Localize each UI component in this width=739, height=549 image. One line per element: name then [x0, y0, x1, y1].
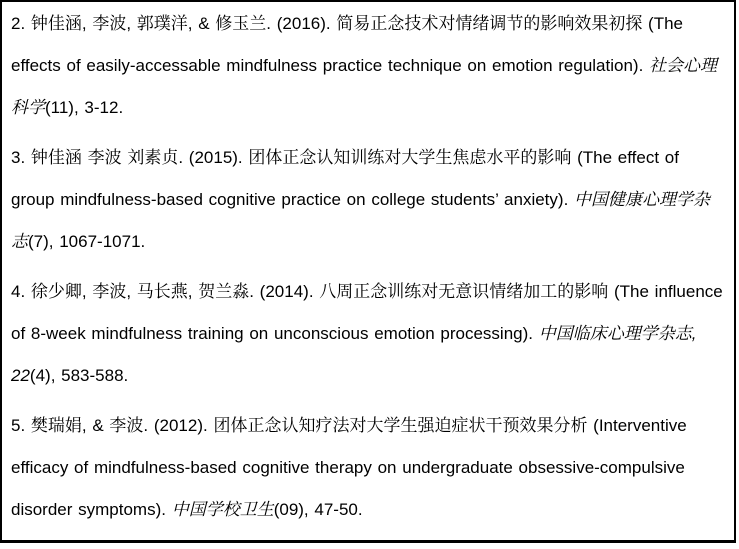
reference-list: [11, 3, 726, 531]
reference-text: (11), 3-12.: [45, 98, 124, 117]
journal-name: 中国临床心理学杂志, 22: [11, 324, 697, 385]
reference-entry-2: [11, 3, 726, 129]
reference-entry-3: [11, 137, 726, 263]
reference-text: 2. 钟佳涵, 李波, 郭璞洋, & 修玉兰. (2016). 简易正念技术对情绪调节的影响效果初探 (The effects of easily-accessable mindfulness practice technique on emotion regulation).: [11, 14, 684, 75]
reference-text: (7), 1067-1071.: [28, 232, 146, 251]
reference-entry-5: [11, 405, 726, 531]
journal-name: 中国健康心理学杂志: [11, 190, 711, 251]
journal-name: 社会心理科学: [11, 56, 718, 117]
reference-text: 3. 钟佳涵 李波 刘素贞. (2015). 团体正念认知训练对大学生焦虑水平的影响 (The effect of group mindfulness-based cognitive practice on college students’ anxiety).: [11, 148, 679, 209]
journal-name: 中国学校卫生: [171, 500, 274, 519]
reference-text: (4), 583-588.: [29, 366, 129, 385]
reference-entry-4: [11, 271, 726, 397]
reference-text: 4. 徐少卿, 李波, 马长燕, 贺兰淼. (2014). 八周正念训练对无意识情绪加工的影响 (The influence of 8-week mindfulness training on unconscious emotion processing).: [11, 282, 723, 343]
reference-text: (09), 47-50.: [273, 500, 363, 519]
reference-text: 5. 樊瑞娟, & 李波. (2012). 团体正念认知疗法对大学生强迫症状干预效果分析 (Interventive efficacy of mindfulness-based cognitive therapy on undergraduate obsessive-compulsive disorder symptoms).: [11, 416, 687, 519]
